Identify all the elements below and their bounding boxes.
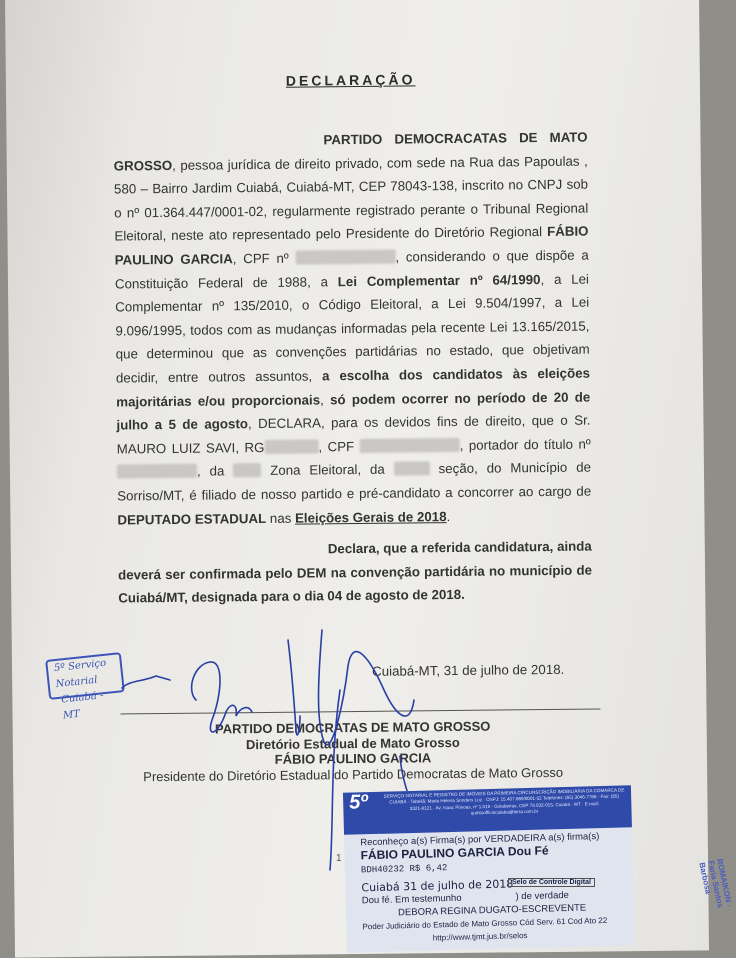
declaration-body (113, 126, 592, 611)
redacted-zone (233, 463, 261, 477)
notary-seal (343, 785, 635, 952)
redacted-section (394, 462, 430, 476)
redacted-cpf (360, 438, 460, 453)
signature-block (113, 718, 594, 785)
seal-recognition: Reconheço a(s) Firma(s) por VERDADEIRA a(s) firma(s) (360, 831, 600, 849)
seal-date: Cuiabá 31 de julho de 2018 (361, 877, 514, 895)
document-title: DECLARAÇÃO (285, 71, 416, 89)
elections-name: Eleições Gerais de 2018 (294, 508, 447, 526)
redacted-title-number (117, 464, 197, 479)
signature-directory: Diretório Estadual de Mato Grosso (245, 734, 460, 752)
control-seal-label: Selo de Controle Digital (508, 878, 595, 887)
signature-name: FÁBIO PAULINO GARCIA (274, 750, 432, 767)
seal-site: http://www.tjmt.jus.br/selos (432, 931, 528, 943)
paragraph-second: Declara, que a referida candidatura, ainda deverá ser confirmada pelo DEM na convenção partidária no município de Cuiabá/MT, designada para o dia 04 de agosto de 2018. (117, 538, 593, 606)
seal-number: BDH40232 (360, 864, 405, 876)
seal-header: SERVIÇO NOTARIAL E REGISTRO DE IMÓVEIS DA PRIMEIRA CIRCUNSCRIÇÃO IMOBILIÁRIA DA COMARCA DE CUIABÁ · Tabeliã: Maria Helena Sonders Luz · CNPJ: 15.407.869/0001-52 Telefones: (65) 3046-7786 - Fax: (65) 3321-8121 · Av. Isaac Póvoas, nº 1.019 - Goiabeiras, CEP 78.032-015, Cuiabá - MT · E-mail: quintoofficiocuiaba@terra.com.br (383, 787, 625, 816)
paragraph-main: PARTIDO DEMOCRACATAS DE MATO GROSSO, pessoa jurídica de direito privado, com sede na Rua das Papoulas , 580 – Bairro Jardim Cuiabá, Cuiabá-MT, CEP 78043-138, inscrito no CNPJ sob o nº 01.364.447/0001-02, regularmente registrado perante o Tribunal Regional Eleitoral, neste ato representado pelo Presidente do Diretório Regional FÁBIO PAULINO GARCIA, CPF nº , considerando o que dispõe a Constituição Federal de 1988, a Lei Complementar nº 64/1990, a Lei Complementar nº 135/2010, o Código Eleitoral, a Lei 9.504/1997, a Lei 9.096/1995, todos com as mudanças informadas pela recente Lei 13.165/2015, que determinou que as convenções partidárias no estado, que objetivam decidir, entre outros assuntos, a escolha dos candidatos às eleições majoritárias e/ou proporcionais, só podem ocorrer no período de 20 de julho a 5 de agosto, DECLARA, para os devidos fins de direito, que o Sr. MAURO LUIZ SAVI, RG , CPF , portador do título nº , da Zona Eleitoral, da seção, do Município de Sorriso/MT, é filiado de nosso partido e pré-candidato a concorrer ao cargo de DEPUTADO ESTADUAL nas Eleições Gerais de 2018. (113, 129, 592, 528)
seal-footer: Poder Judiciário do Estado de Mato Grosso Cód Serv. 61 Cod Ato 22 (362, 915, 608, 932)
side-stamp: ROMAIKON · Faria Santos Barbosa (697, 857, 734, 909)
signature-party: PARTIDO DEMOCRATAS DE MATO GROSSO (214, 718, 491, 737)
redacted-cpf-president (295, 250, 395, 265)
seal-signer: FÁBIO PAULINO GARCIA Dou Fé (360, 843, 549, 863)
notary-logo: 5º (348, 791, 368, 814)
party-name: PARTIDO DEMOCRACATAS DE MATO GROSSO (113, 129, 588, 174)
seal-clerk: DEBORA REGINA DUGATO-ESCREVENTE (397, 902, 587, 919)
signature-role: Presidente do Diretório Estadual do Partido Democratas de Mato Grosso (143, 764, 564, 784)
seal-fee: R$ 6,42 (409, 863, 448, 875)
president-name: FÁBIO PAULINO GARCIA (114, 223, 589, 268)
notary-stamp: 5º Serviço Notarial Cuiabá - MT (45, 652, 125, 700)
signature-line (120, 708, 600, 714)
redacted-rg (264, 439, 318, 454)
office-name: DEPUTADO ESTADUAL (117, 510, 267, 528)
page-number: 1 (336, 853, 342, 864)
seal-witness: Dou fé. Em testemunho ) de verdade (361, 889, 570, 907)
date-line: Cuiabá-MT, 31 de julho de 2018. (371, 661, 565, 679)
